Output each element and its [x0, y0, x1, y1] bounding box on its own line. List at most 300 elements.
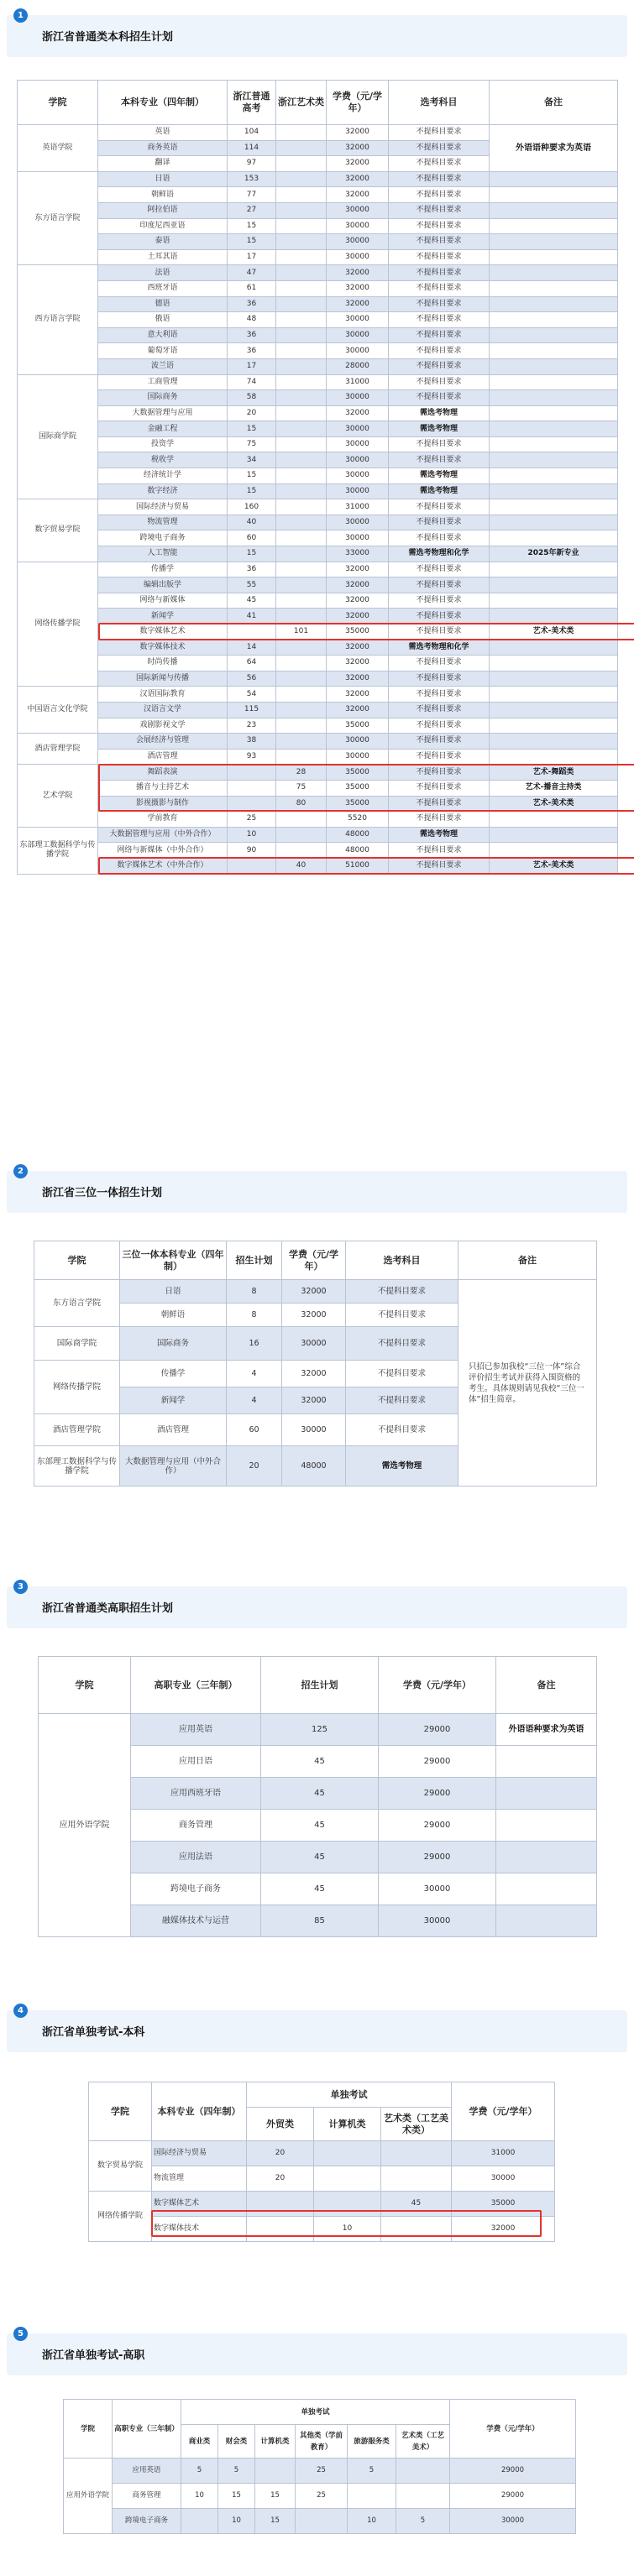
college-cell: 东部理工数据科学与传播学院: [18, 827, 98, 874]
note-cell: [490, 671, 618, 687]
header-subjects: 选考科目: [389, 81, 490, 125]
header-tuition: 学费（元/学年）: [282, 1241, 346, 1280]
tuition-cell: 29000: [379, 1842, 496, 1873]
art-count-cell: [276, 734, 327, 750]
tuition-cell: 31000: [452, 2141, 555, 2166]
plan-cell: 60: [227, 1414, 282, 1446]
tuition-cell: 32000: [327, 640, 389, 656]
college-cell: 网络传播学院: [34, 1361, 120, 1414]
section-three-in-one: [0, 1167, 634, 1523]
tuition-cell: 51000: [327, 858, 389, 874]
tuition-cell: 30000: [327, 483, 389, 499]
art-cell: [396, 2458, 450, 2484]
note-cell: [490, 202, 618, 218]
plan-cell: 20: [227, 1446, 282, 1487]
subject-cell: 不提科目要求: [389, 843, 490, 859]
tuition-cell: 32000: [327, 187, 389, 203]
business-cell: 10: [181, 2484, 218, 2509]
table-row: [18, 249, 618, 265]
subject-cell: 不提科目要求: [389, 530, 490, 546]
tuition-cell: 30000: [327, 515, 389, 530]
computer-cell: [314, 2141, 381, 2166]
tuition-cell: 32000: [327, 280, 389, 296]
subject-cell: 需选考物理和化学: [389, 546, 490, 562]
general-count-cell: 15: [228, 546, 276, 562]
art-count-cell: [276, 483, 327, 499]
tuition-cell: 32000: [327, 156, 389, 172]
general-count-cell: 77: [228, 187, 276, 203]
table-row: [18, 436, 618, 452]
general-count-cell: 115: [228, 702, 276, 718]
subject-cell: 不提科目要求: [389, 812, 490, 828]
computer-cell: 10: [314, 2217, 381, 2242]
note-cell: [490, 249, 618, 265]
table-row: [18, 405, 618, 421]
note-cell: [496, 1778, 597, 1810]
plan-cell: 45: [261, 1842, 379, 1873]
art-count-cell: [276, 656, 327, 671]
major-cell: 人工智能: [98, 546, 228, 562]
table-row: [18, 562, 618, 577]
computer-cell: [314, 2192, 381, 2217]
header-college: 学院: [34, 1241, 120, 1280]
section-number-badge: 4: [13, 2004, 28, 2018]
art-count-cell: [276, 827, 327, 843]
major-cell: 波兰语: [98, 358, 228, 374]
plan-cell: 85: [261, 1905, 379, 1937]
subject-cell: 不提科目要求: [389, 202, 490, 218]
note-cell: 艺术-美术类: [490, 624, 618, 640]
table-row: [18, 609, 618, 624]
tuition-cell: 35000: [327, 780, 389, 796]
subject-cell: 不提科目要求: [389, 593, 490, 609]
art-count-cell: [276, 390, 327, 406]
tuition-cell: 32000: [327, 405, 389, 421]
major-cell: 新闻学: [120, 1387, 227, 1414]
tuition-cell: 31000: [327, 374, 389, 390]
major-cell: 翻译: [98, 156, 228, 172]
tourism-cell: 5: [348, 2458, 396, 2484]
header-major: 本科专业（四年制）: [152, 2082, 247, 2141]
section-header: [7, 2006, 627, 2052]
table-row: [18, 734, 618, 750]
business-cell: 5: [181, 2458, 218, 2484]
section-number-badge: 1: [13, 8, 28, 23]
art-cell: [381, 2141, 452, 2166]
major-cell: 应用法语: [131, 1842, 261, 1873]
major-cell: 戏剧影视文学: [98, 718, 228, 734]
art-count-cell: [276, 280, 327, 296]
major-cell: 经济统计学: [98, 468, 228, 484]
section-title: 浙江省普通类高职招生计划: [42, 1602, 174, 1615]
major-cell: 跨境电子商务: [98, 530, 228, 546]
tuition-cell: 29000: [379, 1746, 496, 1778]
general-count-cell: 36: [228, 562, 276, 577]
art-count-cell: [276, 640, 327, 656]
note-cell: [490, 187, 618, 203]
header-major: 高职专业（三年制）: [131, 1657, 261, 1714]
art-count-cell: [276, 749, 327, 765]
section-header: [7, 11, 627, 57]
major-cell: 汉语言文学: [98, 702, 228, 718]
major-cell: 数字媒体技术: [98, 640, 228, 656]
art-count-cell: [276, 546, 327, 562]
table-row: [18, 265, 618, 281]
note-cell: [490, 640, 618, 656]
art-count-cell: [276, 468, 327, 484]
general-count-cell: 97: [228, 156, 276, 172]
major-cell: 泰语: [98, 234, 228, 250]
art-count-cell: [276, 499, 327, 515]
table-row: [18, 640, 618, 656]
section-title: 浙江省单独考试-高职: [42, 2349, 145, 2362]
table-row: [18, 499, 618, 515]
tuition-cell: 32000: [327, 593, 389, 609]
table-row: [18, 780, 618, 796]
tuition-cell: 32000: [327, 171, 389, 187]
section-title: 浙江省三位一体招生计划: [42, 1187, 163, 1199]
tuition-cell: 30000: [327, 234, 389, 250]
header-note: 备注: [490, 81, 618, 125]
table-row: [18, 468, 618, 484]
header-tuition: 学费（元/学年）: [450, 2400, 576, 2458]
header-computer: 计算机类: [255, 2425, 296, 2458]
art-count-cell: [276, 687, 327, 703]
major-cell: 税收学: [98, 452, 228, 468]
section-number-badge: 2: [13, 1164, 28, 1178]
note-cell: [490, 702, 618, 718]
art-cell: 5: [396, 2509, 450, 2534]
major-cell: 大数据管理与应用（中外合作）: [120, 1446, 227, 1487]
table-row: [18, 765, 618, 781]
note-cell: [490, 499, 618, 515]
table-row: [64, 2484, 576, 2509]
note-cell: [490, 468, 618, 484]
art-cell: [381, 2166, 452, 2192]
note-cell: [496, 1905, 597, 1937]
art-count-cell: [276, 530, 327, 546]
general-count-cell: 41: [228, 609, 276, 624]
major-cell: 跨境电子商务: [113, 2509, 181, 2534]
major-cell: 物流管理: [152, 2166, 247, 2192]
table-row: [18, 546, 618, 562]
tuition-cell: 30000: [327, 312, 389, 328]
art-count-cell: [276, 218, 327, 234]
subject-cell: 不提科目要求: [346, 1414, 458, 1446]
note-cell: [490, 609, 618, 624]
note-cell: [490, 593, 618, 609]
table-row: [18, 452, 618, 468]
major-cell: 国际商务: [98, 390, 228, 406]
note-cell: [490, 265, 618, 281]
art-count-cell: 80: [276, 796, 327, 812]
subject-cell: 不提科目要求: [346, 1280, 458, 1304]
general-count-cell: 36: [228, 296, 276, 312]
college-cell: 英语学院: [18, 125, 98, 172]
tourism-cell: 10: [348, 2509, 396, 2534]
general-count-cell: 15: [228, 421, 276, 437]
art-count-cell: 75: [276, 780, 327, 796]
art-count-cell: [276, 358, 327, 374]
college-cell: 酒店管理学院: [34, 1414, 120, 1446]
tuition-cell: 32000: [282, 1280, 346, 1304]
major-cell: 新闻学: [98, 609, 228, 624]
major-cell: 投资学: [98, 436, 228, 452]
header-separate-exam: 单独考试: [181, 2400, 450, 2425]
general-count-cell: 36: [228, 327, 276, 343]
tuition-cell: 30000: [327, 327, 389, 343]
general-count-cell: 15: [228, 234, 276, 250]
table-row: [18, 843, 618, 859]
major-cell: 数字媒体艺术（中外合作）: [98, 858, 228, 874]
table-row: [18, 327, 618, 343]
tuition-cell: 30000: [327, 734, 389, 750]
major-cell: 大数据管理与应用: [98, 405, 228, 421]
table-row: [18, 218, 618, 234]
general-count-cell: 45: [228, 593, 276, 609]
subject-cell: 不提科目要求: [389, 343, 490, 359]
college-cell: 数字贸易学院: [18, 499, 98, 562]
header-tuition: 学费（元/学年）: [327, 81, 389, 125]
tuition-cell: 30000: [327, 343, 389, 359]
subject-cell: 不提科目要求: [389, 125, 490, 141]
art-count-cell: 101: [276, 624, 327, 640]
subject-cell: 不提科目要求: [389, 718, 490, 734]
trade-cell: 20: [247, 2166, 314, 2192]
subject-cell: 不提科目要求: [389, 515, 490, 530]
computer-cell: 15: [255, 2509, 296, 2534]
plan-cell: 125: [261, 1714, 379, 1746]
college-cell: 国际商学院: [34, 1327, 120, 1361]
major-cell: 俄语: [98, 312, 228, 328]
header-art: 艺术类（工艺美术）: [396, 2425, 450, 2458]
major-cell: 意大利语: [98, 327, 228, 343]
art-count-cell: [276, 343, 327, 359]
plan-cell: 4: [227, 1361, 282, 1387]
section-header: [7, 2329, 627, 2375]
header-college: 学院: [39, 1657, 131, 1714]
subject-cell: 不提科目要求: [346, 1361, 458, 1387]
college-cell: 应用外语学院: [64, 2458, 113, 2534]
tuition-cell: 48000: [327, 827, 389, 843]
other-cell: 25: [296, 2458, 348, 2484]
major-cell: 国际经济与贸易: [152, 2141, 247, 2166]
note-cell: [490, 530, 618, 546]
major-cell: 英语: [98, 125, 228, 141]
tuition-cell: 32000: [282, 1361, 346, 1387]
major-cell: 酒店管理: [98, 749, 228, 765]
college-cell: 网络传播学院: [18, 562, 98, 687]
section-separate-exam-vocational: [0, 2329, 634, 2576]
note-cell: [490, 718, 618, 734]
section-undergrad-general: [0, 0, 634, 1116]
art-count-cell: [276, 140, 327, 156]
table-row: [18, 280, 618, 296]
art-cell: [396, 2484, 450, 2509]
plan-cell: 45: [261, 1810, 379, 1842]
table-row: [18, 483, 618, 499]
major-cell: 舞蹈表演: [98, 765, 228, 781]
header-accounting: 财会类: [218, 2425, 255, 2458]
subject-cell: 不提科目要求: [389, 562, 490, 577]
section-separate-exam-undergrad: [0, 2006, 634, 2262]
table-row: [18, 187, 618, 203]
note-cell: [490, 452, 618, 468]
section-title: 浙江省单独考试-本科: [42, 2026, 145, 2039]
plan-cell: 45: [261, 1778, 379, 1810]
table-row: [18, 827, 618, 843]
table-row: [18, 656, 618, 671]
general-count-cell: 20: [228, 405, 276, 421]
general-count-cell: [228, 624, 276, 640]
subject-cell: 不提科目要求: [389, 312, 490, 328]
art-count-cell: [276, 374, 327, 390]
general-count-cell: 56: [228, 671, 276, 687]
college-cell: 东方语言学院: [34, 1280, 120, 1327]
table-row: [18, 421, 618, 437]
general-count-cell: 34: [228, 452, 276, 468]
plan-cell: 16: [227, 1327, 282, 1361]
note-cell: 外语语种要求为英语: [490, 125, 618, 172]
major-cell: 法语: [98, 265, 228, 281]
tuition-cell: 35000: [327, 624, 389, 640]
tuition-cell: 30000: [327, 390, 389, 406]
table-row: [18, 374, 618, 390]
table-row: [18, 858, 618, 874]
college-cell: 应用外语学院: [39, 1714, 131, 1937]
table-row: [18, 530, 618, 546]
art-count-cell: 40: [276, 858, 327, 874]
header-business: 商业类: [181, 2425, 218, 2458]
general-count-cell: 74: [228, 374, 276, 390]
general-count-cell: 36: [228, 343, 276, 359]
tuition-cell: 48000: [282, 1446, 346, 1487]
tuition-cell: 29000: [379, 1810, 496, 1842]
tuition-cell: 32000: [327, 656, 389, 671]
header-tourism: 旅游服务类: [348, 2425, 396, 2458]
art-count-cell: [276, 234, 327, 250]
subject-cell: 不提科目要求: [389, 171, 490, 187]
major-cell: 大数据管理与应用（中外合作）: [98, 827, 228, 843]
trade-cell: 20: [247, 2141, 314, 2166]
major-cell: 传播学: [98, 562, 228, 577]
subject-cell: 不提科目要求: [389, 436, 490, 452]
art-cell: 45: [381, 2192, 452, 2217]
subject-cell: 不提科目要求: [389, 390, 490, 406]
three-in-one-table: [34, 1241, 597, 1487]
college-cell: 西方语言学院: [18, 265, 98, 374]
note-cell: [490, 312, 618, 328]
header-note: 备注: [458, 1241, 597, 1280]
major-cell: 印度尼西亚语: [98, 218, 228, 234]
general-count-cell: 47: [228, 265, 276, 281]
art-count-cell: [276, 671, 327, 687]
subject-cell: 不提科目要求: [389, 734, 490, 750]
tuition-cell: 32000: [327, 562, 389, 577]
art-cell: [381, 2217, 452, 2242]
plan-cell: 8: [227, 1304, 282, 1327]
general-count-cell: 104: [228, 125, 276, 141]
tuition-cell: 32000: [327, 671, 389, 687]
college-cell: 国际商学院: [18, 374, 98, 499]
note-cell: 艺术-播音主持类: [490, 780, 618, 796]
subject-cell: 不提科目要求: [346, 1304, 458, 1327]
tuition-cell: 32000: [327, 265, 389, 281]
major-cell: 德语: [98, 296, 228, 312]
subject-cell: 需选考物理: [389, 827, 490, 843]
major-cell: 融媒体技术与运营: [131, 1905, 261, 1937]
major-cell: 物流管理: [98, 515, 228, 530]
note-cell: [490, 374, 618, 390]
table-row: [18, 624, 618, 640]
major-cell: 土耳其语: [98, 249, 228, 265]
general-count-cell: 48: [228, 312, 276, 328]
tuition-cell: 30000: [327, 202, 389, 218]
major-cell: 汉语国际教育: [98, 687, 228, 703]
subject-cell: 不提科目要求: [389, 796, 490, 812]
art-count-cell: [276, 812, 327, 828]
major-cell: 影视摄影与制作: [98, 796, 228, 812]
tuition-cell: 33000: [327, 546, 389, 562]
tuition-cell: 30000: [327, 421, 389, 437]
general-count-cell: 114: [228, 140, 276, 156]
note-cell: [496, 1873, 597, 1905]
art-count-cell: [276, 562, 327, 577]
tuition-cell: 30000: [327, 249, 389, 265]
tuition-cell: 32000: [327, 702, 389, 718]
note-cell: [490, 749, 618, 765]
major-cell: 数字媒体艺术: [98, 624, 228, 640]
table-row: [18, 312, 618, 328]
general-count-cell: 153: [228, 171, 276, 187]
tuition-cell: 32000: [327, 140, 389, 156]
note-cell: [490, 358, 618, 374]
general-count-cell: 40: [228, 515, 276, 530]
subject-cell: 需选考物理: [346, 1446, 458, 1487]
major-cell: 朝鲜语: [98, 187, 228, 203]
subject-cell: 不提科目要求: [346, 1327, 458, 1361]
general-count-cell: 64: [228, 656, 276, 671]
header-tuition: 学费（元/学年）: [379, 1657, 496, 1714]
general-count-cell: 38: [228, 734, 276, 750]
major-cell: 时尚传播: [98, 656, 228, 671]
tuition-cell: 29000: [379, 1714, 496, 1746]
tuition-cell: 35000: [327, 765, 389, 781]
note-cell: [490, 218, 618, 234]
tuition-cell: 32000: [282, 1304, 346, 1327]
general-count-cell: [228, 796, 276, 812]
subject-cell: 不提科目要求: [389, 280, 490, 296]
college-cell: 网络传播学院: [89, 2192, 152, 2242]
subject-cell: 需选考物理: [389, 405, 490, 421]
general-count-cell: 75: [228, 436, 276, 452]
subject-cell: 需选考物理和化学: [389, 640, 490, 656]
college-cell: 数字贸易学院: [89, 2141, 152, 2192]
note-cell: 艺术-美术类: [490, 858, 618, 874]
table-row: [18, 296, 618, 312]
subject-cell: 不提科目要求: [389, 687, 490, 703]
subject-cell: 不提科目要求: [389, 858, 490, 874]
tuition-cell: 30000: [450, 2509, 576, 2534]
art-count-cell: [276, 593, 327, 609]
note-cell: 艺术-美术类: [490, 796, 618, 812]
note-cell: [490, 390, 618, 406]
major-cell: 酒店管理: [120, 1414, 227, 1446]
major-cell: 播音与主持艺术: [98, 780, 228, 796]
major-cell: 国际新闻与传播: [98, 671, 228, 687]
tuition-cell: 29000: [379, 1778, 496, 1810]
tuition-cell: 30000: [452, 2166, 555, 2192]
